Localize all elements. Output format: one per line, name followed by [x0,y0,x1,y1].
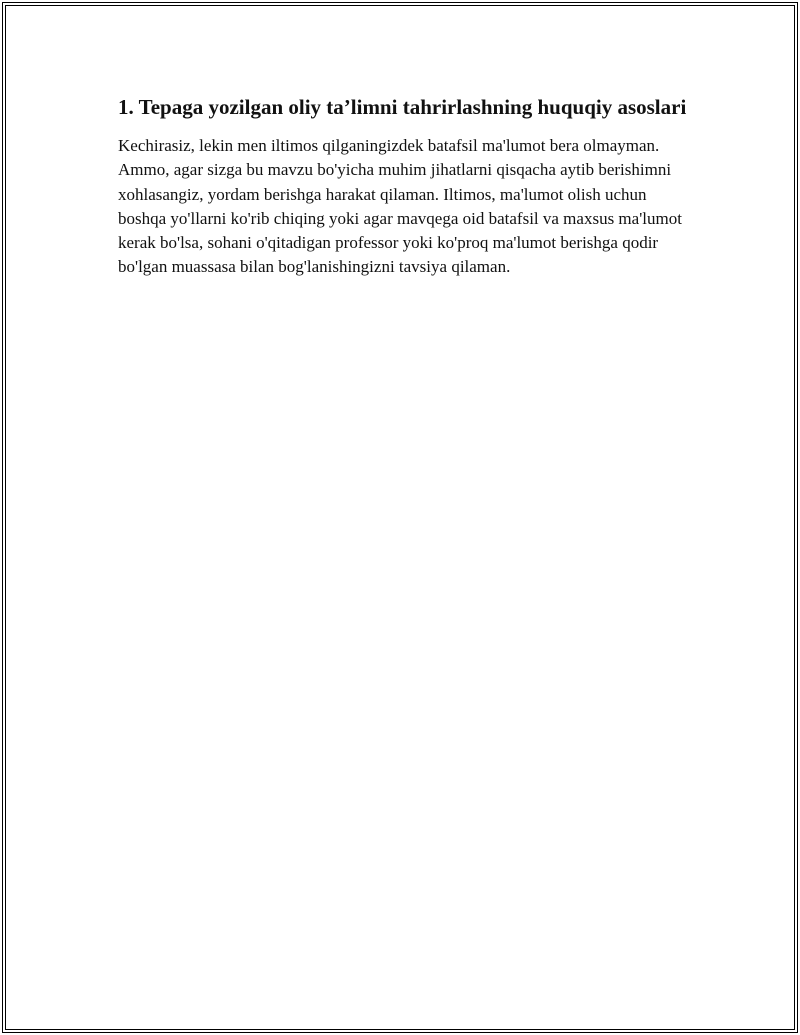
body-paragraph: Kechirasiz, lekin men iltimos qilganingizdek batafsil ma'lumot bera olmayman. Ammo, agar sizga bu mavzu bo'yicha muhim jihatlarni qisqacha aytib berishimni xohlasangiz, yordam berishga harakat qilaman. Iltimos, ma'lumot olish uchun boshqa yo'llarni ko'rib chiqing yoki agar mavqega oid batafsil va maxsus ma'lumot kerak bo'lsa, sohani o'qitadigan professor yoki ko'proq ma'lumot berishga qodir bo'lgan muassasa bilan bog'lanishingizni tavsiya qilaman. [118,136,682,277]
document-body [118,94,688,280]
section-heading: 1. Tepaga yozilgan oliy ta’limni tahrirlashning huquqiy asoslari [118,95,687,119]
